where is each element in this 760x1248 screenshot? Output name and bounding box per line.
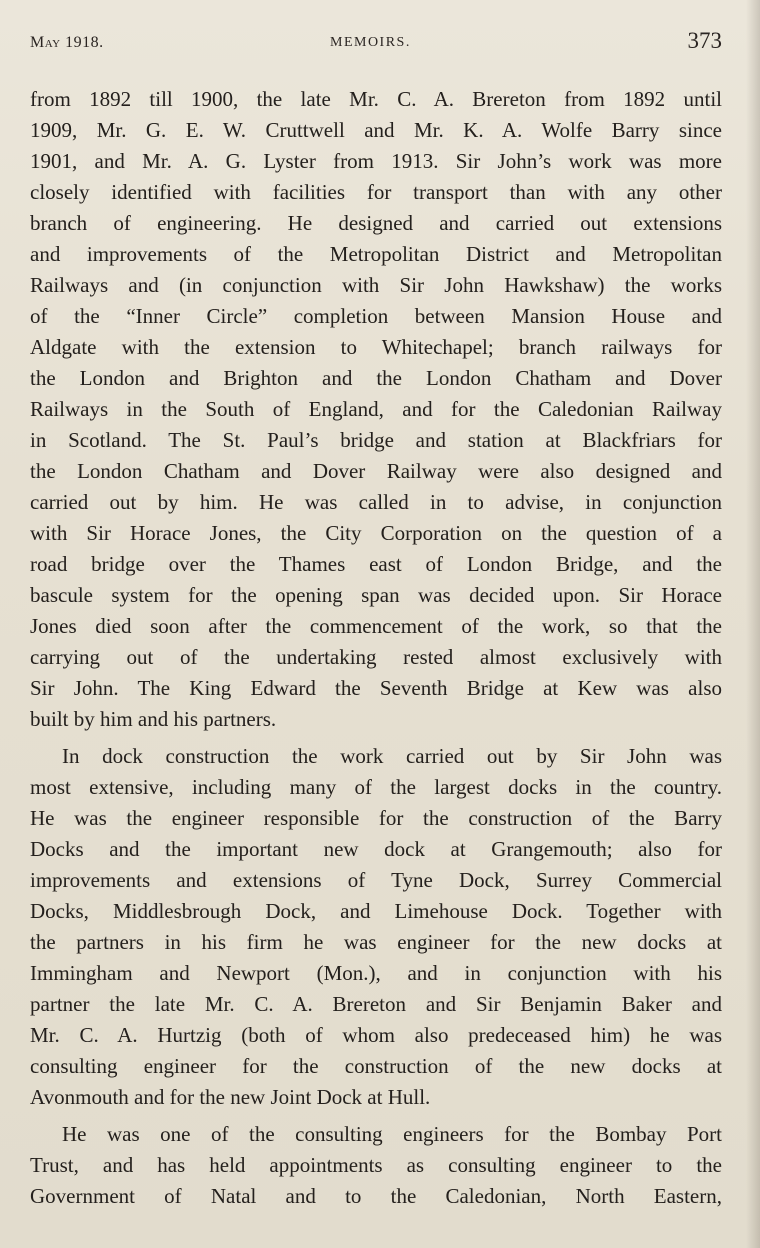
text-line: Jones died soon after the commencement of the work, so that the bbox=[30, 614, 722, 638]
text-line: carrying out of the undertaking rested almost exclusively with bbox=[30, 645, 722, 669]
text-line: partner the late Mr. C. A. Brereton and Sir Benjamin Baker and bbox=[30, 992, 722, 1016]
text-line: In dock construction the work carried out by Sir John was bbox=[62, 744, 722, 768]
text-line: most extensive, including many of the largest docks in the country. bbox=[30, 775, 722, 799]
paragraph bbox=[30, 84, 722, 735]
text-line: the partners in his firm he was engineer for the new docks at bbox=[30, 930, 722, 954]
text-line: Docks and the important new dock at Grangemouth; also for bbox=[30, 837, 722, 861]
running-header bbox=[30, 26, 722, 60]
text-line: He was the engineer responsible for the construction of the Barry bbox=[30, 806, 722, 830]
text-line: Avonmouth and for the new Joint Dock at Hull. bbox=[30, 1085, 431, 1109]
text-line: He was one of the consulting engineers for the Bombay Port bbox=[62, 1122, 722, 1146]
text-line: carried out by him. He was called in to advise, in conjunction bbox=[30, 490, 722, 514]
text-line: closely identified with facilities for transport than with any other bbox=[30, 180, 722, 204]
text-line: branch of engineering. He designed and carried out extensions bbox=[30, 211, 722, 235]
text-line: improvements and extensions of Tyne Dock, Surrey Commercial bbox=[30, 868, 722, 892]
text-line: road bridge over the Thames east of London Bridge, and the bbox=[30, 552, 722, 576]
text-line: from 1892 till 1900, the late Mr. C. A. Brereton from 1892 until bbox=[30, 87, 722, 111]
paragraph bbox=[30, 1119, 722, 1212]
text-line: bascule system for the opening span was decided upon. Sir Horace bbox=[30, 583, 722, 607]
text-line: of the “Inner Circle” completion between Mansion House and bbox=[30, 304, 722, 328]
text-line: Railways and (in conjunction with Sir John Hawkshaw) the works bbox=[30, 273, 722, 297]
text-line: Trust, and has held appointments as consulting engineer to the bbox=[30, 1153, 722, 1177]
text-line: in Scotland. The St. Paul’s bridge and station at Blackfriars for bbox=[30, 428, 722, 452]
header-section-title: MEMOIRS. bbox=[330, 35, 411, 50]
paragraph bbox=[30, 741, 722, 1113]
text-line: and improvements of the Metropolitan District and Metropolitan bbox=[30, 242, 722, 266]
text-line: Immingham and Newport (Mon.), and in conjunction with his bbox=[30, 961, 722, 985]
text-line: consulting engineer for the construction of the new docks at bbox=[30, 1054, 722, 1078]
text-line: the London Chatham and Dover Railway were also designed and bbox=[30, 459, 722, 483]
text-line: 1909, Mr. G. E. W. Cruttwell and Mr. K. A. Wolfe Barry since bbox=[30, 118, 722, 142]
text-line: Aldgate with the extension to Whitechapel; branch railways for bbox=[30, 335, 722, 359]
text-line: Mr. C. A. Hurtzig (both of whom also predeceased him) he was bbox=[30, 1023, 722, 1047]
page-number: 373 bbox=[687, 28, 722, 53]
text-line: Railways in the South of England, and for the Caledonian Railway bbox=[30, 397, 722, 421]
text-line: Sir John. The King Edward the Seventh Bridge at Kew was also bbox=[30, 676, 722, 700]
text-line: built by him and his partners. bbox=[30, 707, 277, 731]
text-line: 1901, and Mr. A. G. Lyster from 1913. Sir John’s work was more bbox=[30, 149, 722, 173]
header-date: May 1918. bbox=[30, 34, 104, 51]
body-text bbox=[30, 84, 722, 1212]
text-line: Government of Natal and to the Caledonian, North Eastern, bbox=[30, 1184, 722, 1208]
text-line: with Sir Horace Jones, the City Corporation on the question of a bbox=[30, 521, 722, 545]
text-line: Docks, Middlesbrough Dock, and Limehouse Dock. Together with bbox=[30, 899, 722, 923]
text-line: the London and Brighton and the London Chatham and Dover bbox=[30, 366, 722, 390]
